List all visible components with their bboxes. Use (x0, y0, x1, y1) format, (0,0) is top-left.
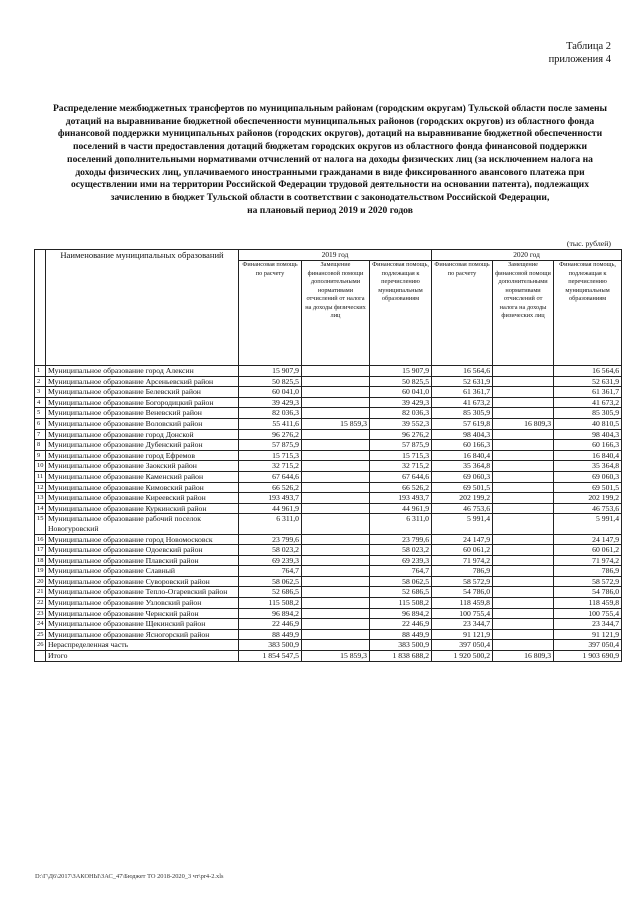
replacement-2020 (493, 387, 554, 398)
transfer-2020: 46 753,6 (554, 503, 622, 514)
replacement-2019 (302, 429, 370, 440)
transfer-2019: 6 311,0 (370, 514, 432, 534)
replacement-2020 (493, 493, 554, 504)
aid-2020: 46 753,6 (432, 503, 493, 514)
row-number: 24 (35, 619, 46, 630)
aid-2019: 55 411,6 (239, 418, 302, 429)
municipality-name: Муниципальное образование Богородицкий район (46, 397, 239, 408)
replacement-2019 (302, 387, 370, 398)
units-label: (тыс. рублей) (566, 239, 611, 248)
aid-2020: 69 060,3 (432, 471, 493, 482)
table-row (35, 376, 622, 387)
aid-2019: 44 961,9 (239, 503, 302, 514)
row-number: 21 (35, 587, 46, 598)
replacement-2019 (302, 640, 370, 651)
municipality-name: Муниципальное образование Плавский район (46, 555, 239, 566)
table-row (35, 608, 622, 619)
aid-2019: 69 239,3 (239, 555, 302, 566)
municipality-name: Муниципальное образование Ясногорский район (46, 629, 239, 640)
transfer-2019: 15 715,3 (370, 450, 432, 461)
transfer-2019: 52 686,5 (370, 587, 432, 598)
title-line: осуществлении ими на территории Российской Федерации трудовой деятельности на основании патента), подлежащих (70, 179, 590, 191)
replacement-2020 (493, 408, 554, 419)
transfer-2020: 71 974,2 (554, 555, 622, 566)
replacement-2020 (493, 366, 554, 377)
replacement-2019 (302, 514, 370, 534)
transfers-table (34, 249, 622, 662)
transfer-2020: 69 060,3 (554, 471, 622, 482)
aid-2020: 52 631,9 (432, 376, 493, 387)
number-header (35, 250, 46, 366)
title-line: доходы физических лиц, уплачиваемого иностранными гражданами в виде фиксированного авансового платежа при (75, 166, 585, 178)
aid-2019: 88 449,9 (239, 629, 302, 640)
transfer-2020: 16 840,4 (554, 450, 622, 461)
replacement-2019 (302, 598, 370, 609)
title-line: дотаций на выравнивание бюджетной обеспеченности муниципальных районов (городских округов) из областного фонда (65, 115, 595, 127)
transfer-2019: 193 493,7 (370, 493, 432, 504)
aid-2020: 16 564,6 (432, 366, 493, 377)
replacement-2020 (493, 598, 554, 609)
aid-2019: 764,7 (239, 566, 302, 577)
row-number: 16 (35, 534, 46, 545)
table-row (35, 576, 622, 587)
transfer-2019: 58 023,2 (370, 545, 432, 556)
table-row (35, 408, 622, 419)
aid-header-2019: Финансовая помощь по расчету (239, 261, 302, 366)
transfer-2019: 22 446,9 (370, 619, 432, 630)
replacement-2019 (302, 461, 370, 472)
aid-2019: 58 023,2 (239, 545, 302, 556)
transfer-2020: 58 572,9 (554, 576, 622, 587)
table-row (35, 619, 622, 630)
replacement-2019 (302, 629, 370, 640)
aid-2020: 60 061,2 (432, 545, 493, 556)
aid-2020: 61 361,7 (432, 387, 493, 398)
row-number: 23 (35, 608, 46, 619)
aid-2020: 786,9 (432, 566, 493, 577)
aid-header-2020: Финансовая помощь по расчету (432, 261, 493, 366)
replacement-2019 (302, 503, 370, 514)
row-number (35, 651, 46, 662)
municipality-name: Муниципальное образование город Ефремов (46, 450, 239, 461)
transfer-2020: 24 147,9 (554, 534, 622, 545)
row-number: 18 (35, 555, 46, 566)
municipality-name: Муниципальное образование Дубенский район (46, 440, 239, 451)
aid-2019: 96 894,2 (239, 608, 302, 619)
aid-2020: 91 121,9 (432, 629, 493, 640)
table-row (35, 493, 622, 504)
row-number: 4 (35, 397, 46, 408)
transfer-2020: 69 501,5 (554, 482, 622, 493)
transfer-2020: 52 631,9 (554, 376, 622, 387)
transfer-2020: 54 786,0 (554, 587, 622, 598)
aid-2019: 52 686,5 (239, 587, 302, 598)
transfer-2019: 66 526,2 (370, 482, 432, 493)
replacement-2019 (302, 482, 370, 493)
table-row (35, 598, 622, 609)
file-path-footer: D:\Г\Д6\2017\ЗАКОНЫ\ЗАС_47\Бюджет ТО 2018-2020_3 чт\pr4-2.xls (35, 873, 224, 880)
row-number: 22 (35, 598, 46, 609)
total-label: Итого (46, 651, 239, 662)
transfer-2020: 5 991,4 (554, 514, 622, 534)
row-number: 20 (35, 576, 46, 587)
table-row (35, 450, 622, 461)
transfer-header-2020: Финансовая помощь, подлежащая к перечислению муниципальным образованиям (554, 261, 622, 366)
row-number: 13 (35, 493, 46, 504)
replacement-2019 (302, 366, 370, 377)
transfer-2020: 40 810,5 (554, 418, 622, 429)
aid-2019: 67 644,6 (239, 471, 302, 482)
municipality-name: Муниципальное образование Веневский район (46, 408, 239, 419)
year-2020-header: 2020 год (432, 250, 622, 261)
replacement-2019 (302, 376, 370, 387)
aid-2019: 57 875,9 (239, 440, 302, 451)
aid-2019: 82 036,3 (239, 408, 302, 419)
aid-2019: 58 062,5 (239, 576, 302, 587)
municipality-name: Муниципальное образование Одоевский район (46, 545, 239, 556)
transfer-2020: 61 361,7 (554, 387, 622, 398)
replacement-2019 (302, 566, 370, 577)
aid-2019: 50 825,5 (239, 376, 302, 387)
transfer-2020: 100 755,4 (554, 608, 622, 619)
row-number: 25 (35, 629, 46, 640)
transfer-2019: 67 644,6 (370, 471, 432, 482)
replacement-header-2019: Замещение финансовой помощи дополнительными нормативами отчислений от налога на доходы физических лиц (302, 261, 370, 366)
municipality-name: Муниципальное образование Тепло-Огаревский район (46, 587, 239, 598)
municipality-name: Муниципальное образование Узловский район (46, 598, 239, 609)
table-row (35, 461, 622, 472)
row-number: 1 (35, 366, 46, 377)
aid-2019: 22 446,9 (239, 619, 302, 630)
transfer-2019: 39 429,3 (370, 397, 432, 408)
transfer-2020: 98 404,3 (554, 429, 622, 440)
replacement-2020 (493, 534, 554, 545)
transfer-2020: 91 121,9 (554, 629, 622, 640)
municipality-name: Нераспределенная часть (46, 640, 239, 651)
transfer-2019: 383 500,9 (370, 640, 432, 651)
replacement-2019 (302, 534, 370, 545)
transfer-2020: 60 061,2 (554, 545, 622, 556)
table-row (35, 629, 622, 640)
title-line: зачислению в бюджет Тульской области в соответствии с законодательством Российской Федерации, (110, 191, 550, 203)
replacement-header-2020: Замещение финансовой помощи дополнительными нормативами отчислений от налога на доходы физических лиц (493, 261, 554, 366)
row-number: 17 (35, 545, 46, 556)
replacement-2020 (493, 619, 554, 630)
row-number: 6 (35, 418, 46, 429)
replacement-2020 (493, 545, 554, 556)
replacement-2020 (493, 376, 554, 387)
replacement-2020 (493, 555, 554, 566)
transfer-2019: 50 825,5 (370, 376, 432, 387)
aid-2019: 60 041,0 (239, 387, 302, 398)
replacement-2019 (302, 587, 370, 598)
replacement-2019-total: 15 859,3 (302, 651, 370, 662)
title-line: на плановый период 2019 и 2020 годов (247, 204, 413, 216)
aid-2019: 15 715,3 (239, 450, 302, 461)
replacement-2019 (302, 576, 370, 587)
municipality-name: Муниципальное образование Славный (46, 566, 239, 577)
transfer-2019: 44 961,9 (370, 503, 432, 514)
total-row (35, 651, 622, 662)
replacement-2019 (302, 397, 370, 408)
aid-2019: 193 493,7 (239, 493, 302, 504)
replacement-2020 (493, 429, 554, 440)
table-row (35, 387, 622, 398)
replacement-2019: 15 859,3 (302, 418, 370, 429)
row-number: 11 (35, 471, 46, 482)
municipality-name: Муниципальное образование город Донской (46, 429, 239, 440)
transfer-2019: 88 449,9 (370, 629, 432, 640)
table-reference (549, 40, 611, 66)
transfer-2019: 15 907,9 (370, 366, 432, 377)
transfer-2020: 118 459,8 (554, 598, 622, 609)
replacement-2019 (302, 619, 370, 630)
table-row (35, 418, 622, 429)
transfer-2019: 57 875,9 (370, 440, 432, 451)
row-number: 26 (35, 640, 46, 651)
aid-2019: 32 715,2 (239, 461, 302, 472)
replacement-2020 (493, 566, 554, 577)
aid-2020: 118 459,8 (432, 598, 493, 609)
aid-2019: 6 311,0 (239, 514, 302, 534)
row-number: 10 (35, 461, 46, 472)
replacement-2020 (493, 608, 554, 619)
aid-2020: 54 786,0 (432, 587, 493, 598)
table-row (35, 503, 622, 514)
aid-2020: 98 404,3 (432, 429, 493, 440)
municipality-name: Муниципальное образование Кимовский район (46, 482, 239, 493)
table-row (35, 514, 622, 534)
municipality-name: Муниципальное образование Каменский район (46, 471, 239, 482)
transfer-2020: 41 673,2 (554, 397, 622, 408)
transfer-header-2019: Финансовая помощь, подлежащая к перечислению муниципальным образованиям (370, 261, 432, 366)
replacement-2020 (493, 397, 554, 408)
municipality-name: Муниципальное образование Щекинский район (46, 619, 239, 630)
aid-2020: 41 673,2 (432, 397, 493, 408)
table-row (35, 397, 622, 408)
replacement-2020 (493, 482, 554, 493)
table-row (35, 366, 622, 377)
transfer-2019: 58 062,5 (370, 576, 432, 587)
row-number: 14 (35, 503, 46, 514)
table-row (35, 566, 622, 577)
aid-2019: 383 500,9 (239, 640, 302, 651)
transfer-2020-total: 1 903 690,9 (554, 651, 622, 662)
transfer-2019: 32 715,2 (370, 461, 432, 472)
municipality-name: Муниципальное образование Куркинский район (46, 503, 239, 514)
row-number: 2 (35, 376, 46, 387)
municipality-name: Муниципальное образование город Новомосковск (46, 534, 239, 545)
aid-2020: 16 840,4 (432, 450, 493, 461)
table-row (35, 471, 622, 482)
replacement-2019 (302, 471, 370, 482)
row-number: 9 (35, 450, 46, 461)
transfer-2019: 82 036,3 (370, 408, 432, 419)
aid-2020: 69 501,5 (432, 482, 493, 493)
transfer-2019-total: 1 838 688,2 (370, 651, 432, 662)
replacement-2019 (302, 608, 370, 619)
appendix-number: приложения 4 (548, 54, 611, 65)
municipality-name: Муниципальное образование город Алексин (46, 366, 239, 377)
municipality-name: Муниципальное образование рабочий поселок Новогуровский (46, 514, 239, 534)
aid-2020: 85 305,9 (432, 408, 493, 419)
aid-2019: 66 526,2 (239, 482, 302, 493)
transfer-2020: 16 564,6 (554, 366, 622, 377)
transfer-2019: 96 894,2 (370, 608, 432, 619)
title-line: поселений дополнительными нормативами отчислений от налога на доходы физических лиц (за исключением налога на (67, 153, 593, 165)
aid-2020: 24 147,9 (432, 534, 493, 545)
aid-2019: 15 907,9 (239, 366, 302, 377)
replacement-2020 (493, 503, 554, 514)
aid-2020: 58 572,9 (432, 576, 493, 587)
transfer-2019: 39 552,3 (370, 418, 432, 429)
transfer-2020: 23 344,7 (554, 619, 622, 630)
aid-2019: 115 508,2 (239, 598, 302, 609)
municipality-name: Муниципальное образование Чернский район (46, 608, 239, 619)
replacement-2019 (302, 450, 370, 461)
row-number: 19 (35, 566, 46, 577)
transfer-2019: 764,7 (370, 566, 432, 577)
replacement-2020-total: 16 809,3 (493, 651, 554, 662)
replacement-2019 (302, 440, 370, 451)
row-number: 12 (35, 482, 46, 493)
municipality-name: Муниципальное образование Белевский район (46, 387, 239, 398)
replacement-2020 (493, 587, 554, 598)
transfer-2019: 69 239,3 (370, 555, 432, 566)
transfer-2020: 60 166,3 (554, 440, 622, 451)
municipality-name: Муниципальное образование Суворовский район (46, 576, 239, 587)
replacement-2019 (302, 408, 370, 419)
replacement-2019 (302, 555, 370, 566)
municipality-name: Муниципальное образование Киреевский район (46, 493, 239, 504)
transfer-2020: 35 364,8 (554, 461, 622, 472)
aid-2020: 60 166,3 (432, 440, 493, 451)
table-number: Таблица 2 (566, 41, 611, 52)
table-row (35, 534, 622, 545)
row-number: 7 (35, 429, 46, 440)
aid-2019: 39 429,3 (239, 397, 302, 408)
table-row (35, 482, 622, 493)
transfer-2020: 85 305,9 (554, 408, 622, 419)
transfer-2020: 397 050,4 (554, 640, 622, 651)
name-header: Наименование муниципальных образований (46, 250, 239, 366)
aid-2019-total: 1 854 547,5 (239, 651, 302, 662)
aid-2020: 397 050,4 (432, 640, 493, 651)
replacement-2020 (493, 450, 554, 461)
transfer-2019: 115 508,2 (370, 598, 432, 609)
table-row (35, 587, 622, 598)
row-number: 8 (35, 440, 46, 451)
row-number: 3 (35, 387, 46, 398)
table-row (35, 545, 622, 556)
municipality-name: Муниципальное образование Воловский район (46, 418, 239, 429)
replacement-2020 (493, 640, 554, 651)
aid-2020: 71 974,2 (432, 555, 493, 566)
municipality-name: Муниципальное образование Заокский район (46, 461, 239, 472)
title-line: финансовой поддержки муниципальных районов (городских округов), дотаций на выравнивание бюджетной обеспеченности (57, 128, 603, 140)
replacement-2019 (302, 493, 370, 504)
aid-2019: 96 276,2 (239, 429, 302, 440)
replacement-2020: 16 809,3 (493, 418, 554, 429)
transfer-2020: 202 199,2 (554, 493, 622, 504)
transfer-2019: 60 041,0 (370, 387, 432, 398)
transfer-2019: 96 276,2 (370, 429, 432, 440)
table-row (35, 555, 622, 566)
aid-2020: 100 755,4 (432, 608, 493, 619)
aid-2020: 35 364,8 (432, 461, 493, 472)
document-title (30, 103, 630, 217)
aid-2020: 57 619,8 (432, 418, 493, 429)
municipality-name: Муниципальное образование Арсеньевский район (46, 376, 239, 387)
table-row (35, 640, 622, 651)
replacement-2020 (493, 514, 554, 534)
aid-2020: 5 991,4 (432, 514, 493, 534)
replacement-2020 (493, 629, 554, 640)
aid-2020: 202 199,2 (432, 493, 493, 504)
aid-2019: 23 799,6 (239, 534, 302, 545)
replacement-2020 (493, 471, 554, 482)
title-line: поселений в части предоставления дотаций бюджетам городских округов из областного фонда финансовой поддержки (72, 141, 588, 153)
table-row (35, 429, 622, 440)
aid-2020-total: 1 920 500,2 (432, 651, 493, 662)
transfer-2019: 23 799,6 (370, 534, 432, 545)
replacement-2020 (493, 576, 554, 587)
table-row (35, 440, 622, 451)
replacement-2020 (493, 440, 554, 451)
transfer-2020: 786,9 (554, 566, 622, 577)
row-number: 5 (35, 408, 46, 419)
aid-2020: 23 344,7 (432, 619, 493, 630)
row-number: 15 (35, 514, 46, 534)
replacement-2020 (493, 461, 554, 472)
year-2019-header: 2019 год (239, 250, 432, 261)
title-line: Распределение межбюджетных трансфертов по муниципальным районам (городским округам) Тульской области после замены (52, 103, 608, 114)
replacement-2019 (302, 545, 370, 556)
